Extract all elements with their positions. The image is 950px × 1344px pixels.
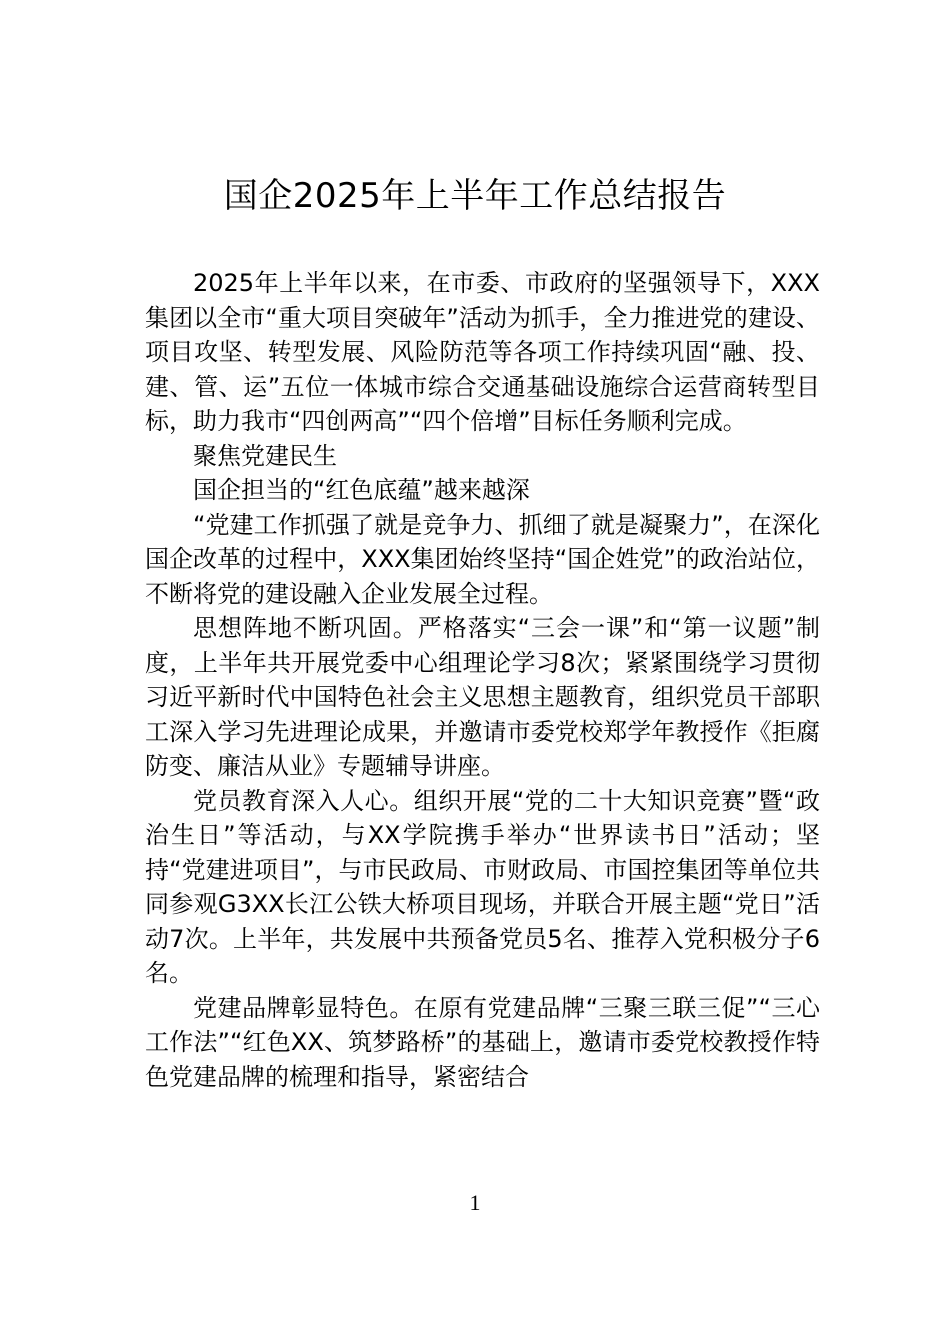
body-paragraph: 思想阵地不断巩固。严格落实“三会一课”和“第一议题”制度，上半年共开展党委中心组理论学习8次；紧紧围绕学习贯彻习近平新时代中国特色社会主义思想主题教育，组织党员干部职工深入学习先进理论成果，并邀请市委党校郑学年教授作《拒腐防变、廉洁从业》专题辅导讲座。 — [145, 614, 820, 780]
intro-paragraph: 2025年上半年以来，在市委、市政府的坚强领导下，XXX集团以全市“重大项目突破年”活动为抓手，全力推进党的建设、项目攻坚、转型发展、风险防范等各项工作持续巩固“融、投、建、管、运”五位一体城市综合交通基础设施综合运营商转型目标，助力我市“四创两高”“四个倍增”目标任务顺利完成。 — [145, 269, 820, 435]
body-paragraph: 党建品牌彰显特色。在原有党建品牌“三聚三联三促”“三心工作法”“红色XX、筑梦路桥”的基础上，邀请市委党校教授作特色党建品牌的梳理和指导，紧密结合 — [145, 993, 820, 1091]
body-paragraph: “党建工作抓强了就是竞争力、抓细了就是凝聚力”，在深化国企改革的过程中，XXX集团始终坚持“国企姓党”的政治站位，不断将党的建设融入企业发展全过程。 — [145, 510, 820, 608]
subsection-heading: 国企担当的“红色底蕴”越来越深 — [193, 476, 530, 504]
body-paragraph: 党员教育深入人心。组织开展“党的二十大知识竞赛”暨“政治生日”等活动，与XX学院携手举办“世界读书日”活动；坚持“党建进项目”，与市民政局、市财政局、市国控集团等单位共同参观G3XX长江公铁大桥项目现场，并联合开展主题“党日”活动7次。上半年，共发展中共预备党员5名、推荐入党积极分子6名。 — [145, 786, 820, 987]
document-body — [145, 266, 820, 1094]
section-heading: 聚焦党建民生 — [193, 441, 337, 470]
page-number: 1 — [469, 1190, 481, 1215]
document-title: 国企2025年上半年工作总结报告 — [223, 176, 727, 216]
